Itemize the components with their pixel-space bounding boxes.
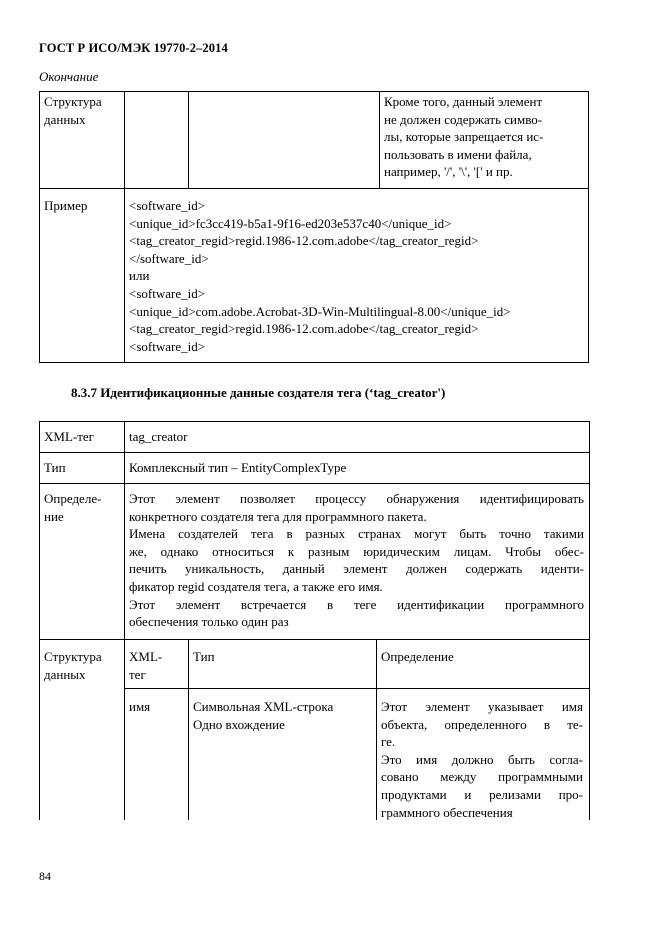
- continuation-label: Окончание: [39, 69, 99, 84]
- page-number: 84: [39, 869, 51, 883]
- text-line: например, '/', '\', '[' и пр.: [384, 164, 513, 180]
- row-tag-name: имя: [129, 699, 151, 714]
- text-line: Кроме того, данный элемент: [384, 94, 543, 109]
- row-type: Символьная XML-строка Одно вхождение: [193, 699, 334, 732]
- code-line: <software_id>: [129, 338, 206, 354]
- text-line: граммного обеспечения: [381, 804, 513, 820]
- text-line: обеспечения только один раз: [129, 614, 289, 630]
- structure-label: Структура данных: [44, 94, 102, 127]
- code-line: <unique_id>com.adobe.Acrobat-3D-Win-Multilingual-8.00</unique_id>: [129, 303, 511, 319]
- row-definition: [381, 698, 583, 821]
- text-line: Этот элемент встречается в теге идентификации программного: [129, 596, 584, 612]
- example-label: Пример: [44, 198, 88, 213]
- code-line: <unique_id>fc3cc419-b5a1-9f16-ed203e537c40</unique_id>: [129, 215, 452, 231]
- definition-label: Определе- ние: [44, 491, 102, 524]
- col-header-xml-tag: XML- тег: [129, 649, 163, 682]
- code-line: <tag_creator_regid>regid.1986-12.com.adobe</tag_creator_regid>: [129, 233, 479, 249]
- text-line: Этот элемент позволяет процессу обнаружения идентифицировать: [129, 491, 584, 506]
- text-line: фикатор regid создателя тега, а также его имя.: [129, 578, 383, 594]
- text-line: же, однако относиться к разным юридическим лицам. Чтобы обес-: [129, 543, 584, 559]
- type-value: Комплексный тип – EntityComplexType: [129, 460, 347, 475]
- col-header-definition: Определение: [381, 649, 454, 664]
- text-line: ге.: [381, 734, 396, 750]
- code-line: <tag_creator_regid>regid.1986-12.com.adobe</tag_creator_regid>: [129, 321, 479, 337]
- text-line: не должен содержать симво-: [384, 111, 543, 127]
- document-header: ГОСТ Р ИСО/МЭК 19770-2–2014: [39, 41, 228, 55]
- text-line: пользовать в имени файла,: [384, 146, 532, 162]
- code-line: <software_id>: [129, 198, 206, 213]
- text-line: Этот элемент указывает имя: [381, 699, 583, 714]
- text-line: Имена создателей тега в разных странах могут быть точно такими: [129, 526, 584, 542]
- text-line: лы, которые запрещается ис-: [384, 129, 544, 145]
- text-line: совано между программными: [381, 769, 583, 785]
- structure-definition: [384, 93, 583, 181]
- col-header-type: Тип: [193, 649, 215, 664]
- xml-tag-label: XML-тег: [44, 429, 95, 444]
- data-structure-label: Структура данных: [44, 649, 102, 682]
- text-line: конкретного создателя тега для программного пакета.: [129, 508, 427, 524]
- text-line: Это имя должно быть согла-: [381, 751, 583, 767]
- code-line: </software_id>: [129, 250, 209, 266]
- type-label: Тип: [44, 460, 66, 475]
- text-line: объекта, определенного в те-: [381, 716, 583, 732]
- example-code: [129, 197, 511, 355]
- code-line: или: [129, 268, 150, 284]
- text-line: продуктами и релизами про-: [381, 786, 583, 802]
- text-line: печить уникальность, данный элемент должен содержать иденти-: [129, 561, 584, 577]
- definition-text: [129, 490, 584, 631]
- section-title: 8.3.7 Идентификационные данные создателя тега (‘tag_creator'): [71, 385, 446, 400]
- code-line: <software_id>: [129, 285, 206, 301]
- xml-tag-value: tag_creator: [129, 429, 188, 444]
